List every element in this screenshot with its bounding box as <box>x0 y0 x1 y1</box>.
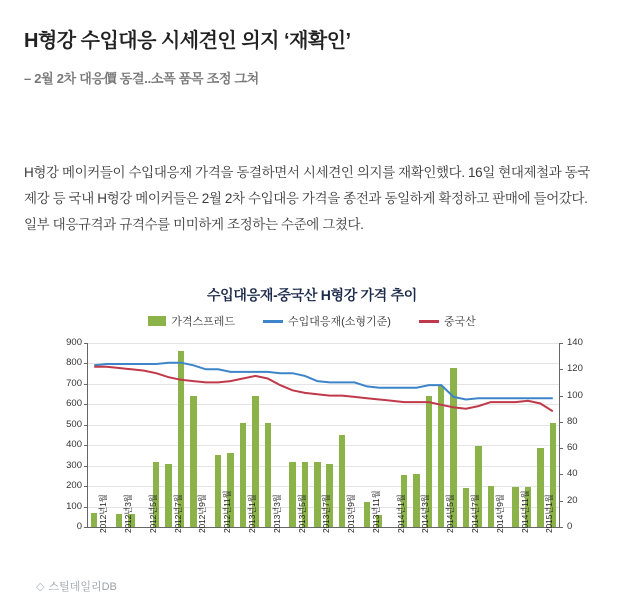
legend-label-china: 중국산 <box>443 316 476 328</box>
y-axis-right-tick-mark <box>559 343 563 344</box>
x-axis-tick-label: 2014년7월 <box>470 494 481 533</box>
x-axis-tick-label: 2012년1월 <box>98 494 109 533</box>
price-trend-chart <box>24 285 600 580</box>
y-axis-left-tick-mark <box>84 527 88 528</box>
legend-label-spread: 가격스프레드 <box>171 316 235 328</box>
y-axis-left-tick: 600 <box>66 398 82 410</box>
legend-label-import-response: 수입대응재(소형기준) <box>287 316 391 328</box>
x-axis-tick-label: 2014년3월 <box>420 494 431 533</box>
page-title: H형강 수입대응 시세견인 의지 ‘재확인’ <box>24 30 351 52</box>
y-axis-right-tick: 0 <box>567 521 573 532</box>
y-axis-right-tick-mark <box>559 369 563 370</box>
y-axis-right-tick-mark <box>559 501 563 502</box>
x-axis-tick-label: 2012년11월 <box>222 490 233 533</box>
y-axis-left-tick: 500 <box>66 418 82 430</box>
y-axis-right-tick-mark <box>559 527 563 528</box>
x-axis-tick-label: 2012년5월 <box>147 494 158 533</box>
y-axis-right-tick: 100 <box>567 389 583 401</box>
y-axis-right-tick-mark <box>559 422 563 423</box>
y-axis-right-tick: 140 <box>567 337 583 348</box>
chart-x-axis-labels <box>87 490 560 577</box>
legend-item-spread <box>148 313 235 329</box>
x-axis-tick-label: 2014년11월 <box>519 490 530 533</box>
x-axis-tick-label: 2013년9월 <box>346 494 357 533</box>
diamond-icon: ◇ <box>36 581 45 593</box>
y-axis-left-tick: 400 <box>66 439 82 451</box>
legend-swatch-import-response-icon <box>263 320 283 323</box>
chart-title: 수입대응재-중국산 H형강 가격 추이 <box>206 287 418 303</box>
x-axis-tick-label: 2013년11월 <box>370 490 381 533</box>
legend-swatch-spread-icon <box>148 316 166 326</box>
y-axis-right-tick: 20 <box>567 494 578 506</box>
y-axis-left-tick: 100 <box>66 500 82 512</box>
header-divider <box>0 118 623 119</box>
x-axis-tick-label: 2013년1월 <box>246 494 257 533</box>
y-axis-left-tick: 800 <box>66 357 82 369</box>
credit-label: 스틸데일리DB <box>48 581 117 593</box>
x-axis-tick-label: 2014년1월 <box>395 494 406 533</box>
legend-item-import-response <box>263 313 391 329</box>
y-axis-right-tick: 40 <box>567 468 578 480</box>
y-axis-right-tick-mark <box>559 474 563 475</box>
article-body: H형강 메이커들이 수입대응재 가격을 동결하면서 시세견인 의지를 재확인했다. 16일 현대제철과 동국제강 등 국내 H형강 메이커들은 2월 2차 수입대응 가격을 종전과 동일하게 확정하고 판매에 들어갔다. 일부 대응규격과 규격수를 미미하게 조정하는 수준에 그쳤다. <box>24 165 591 232</box>
x-axis-tick-label: 2012년7월 <box>172 494 183 533</box>
y-axis-left-tick: 300 <box>66 459 82 471</box>
y-axis-left-tick: 0 <box>76 521 82 532</box>
y-axis-left-tick: 900 <box>66 337 82 348</box>
x-axis-tick-label: 2012년9월 <box>197 494 208 533</box>
x-axis-tick-label: 2013년7월 <box>321 494 332 533</box>
legend-item-china <box>419 313 476 329</box>
legend-swatch-china-icon <box>419 320 439 323</box>
y-axis-left-tick: 700 <box>66 377 82 389</box>
x-axis-tick-label: 2013년5월 <box>296 494 307 533</box>
x-axis-tick-label: 2014년5월 <box>445 494 456 533</box>
y-axis-right-tick-mark <box>559 448 563 449</box>
chart-legend <box>24 313 600 329</box>
x-axis-tick-label: 2013년3월 <box>271 494 282 533</box>
y-axis-right-tick: 120 <box>567 363 583 375</box>
line-right <box>94 367 553 412</box>
y-axis-right-tick: 80 <box>567 415 578 427</box>
y-axis-right-tick: 60 <box>567 442 578 454</box>
y-axis-left-tick: 200 <box>66 480 82 492</box>
x-axis-tick-label: 2012년3월 <box>122 494 133 533</box>
x-axis-tick-label: 2015년1월 <box>544 494 555 533</box>
x-axis-tick-label: 2014년9월 <box>494 494 505 533</box>
y-axis-right-tick-mark <box>559 396 563 397</box>
article-subhead: – 2월 2차 대응價 동결..소폭 품목 조정 그쳐 <box>24 71 259 86</box>
chart-source-credit <box>36 578 117 594</box>
